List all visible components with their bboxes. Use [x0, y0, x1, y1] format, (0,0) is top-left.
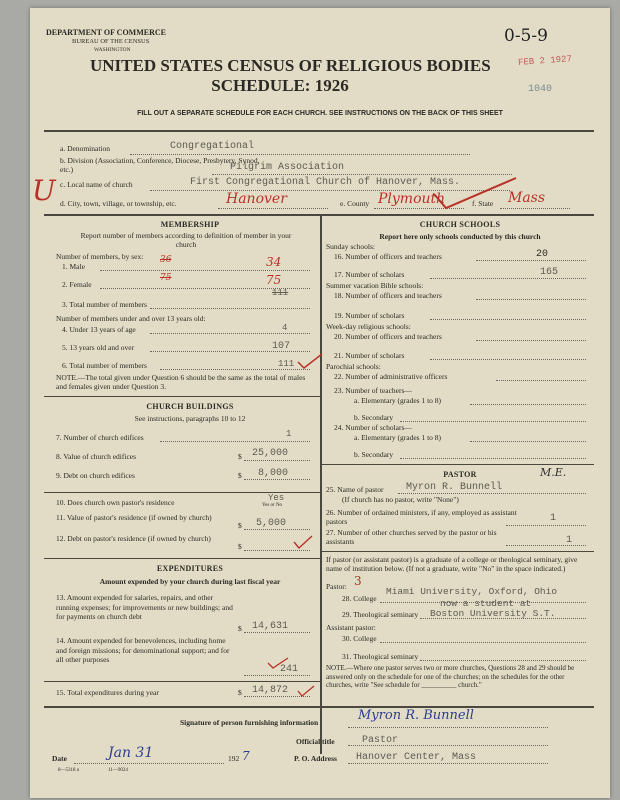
q24b-label: b. Secondary [354, 450, 394, 459]
q2-note: 75 [160, 273, 172, 283]
q5-label: 5. 13 years old and over [62, 343, 135, 352]
q16-label: 16. Number of officers and teachers [334, 252, 442, 261]
q8-line [244, 460, 310, 461]
q19-line [430, 319, 586, 320]
separate-schedule-instruction: FILL OUT A SEPARATE SCHEDULE FOR EACH CHURCH. SEE INSTRUCTIONS ON THE BACK OF THIS SHEET [137, 110, 503, 117]
q18-line [476, 299, 586, 300]
q12-label: 12. Debt on pastor's residence (if owned by church) [56, 534, 211, 543]
q28-label: 28. College [342, 594, 377, 603]
q16-line [476, 260, 586, 261]
signature-label: Signature of person furnishing information [180, 718, 319, 727]
q20-label: 20. Number of officers and teachers [334, 332, 442, 341]
q6-label: 6. Total number of members [62, 361, 147, 370]
graduate-note: If pastor (or assistant pastor) is a graduate of a college or theological seminary, give name of institution below. (If not a graduate, write "No" in the space indicated.) [326, 555, 578, 573]
q4-value: 4 [282, 323, 288, 333]
q30-label: 30. College [342, 634, 377, 643]
q6-value: 111 [278, 359, 295, 369]
q11-label: 11. Value of pastor's residence (if owned by church) [56, 513, 212, 522]
address-label: P. O. Address [294, 754, 337, 763]
state-value: Mass [508, 190, 546, 206]
sunday-label: Sunday schools: [326, 242, 375, 251]
q17-label: 17. Number of scholars [334, 270, 405, 279]
weekday-label: Week-day religious schools: [326, 322, 411, 331]
q12-line [244, 550, 310, 551]
q27-value: 1 [566, 535, 573, 546]
schools-title: CHURCH SCHOOLS [419, 220, 501, 229]
q22-line [496, 380, 586, 381]
q9-line [244, 479, 310, 480]
state-label: f. State [472, 199, 494, 208]
membership-intro: Report number of members according to definition of member in your church [80, 231, 292, 249]
assistant-subheading: Assistant pastor: [326, 623, 376, 632]
q15-value: 14,872 [252, 685, 289, 696]
q24a-label: a. Elementary (grades 1 to 8) [354, 433, 442, 442]
form-number: 8—5318 a [58, 768, 79, 773]
q13-label: 13. Amount expended for salaries, repairs, and other running expenses; for improvements or new buildings; and for payments on church debt [56, 593, 233, 621]
q10-label: 10. Does church own pastor's residence [56, 498, 175, 507]
q23a-label: a. Elementary (grades 1 to 8) [354, 396, 442, 405]
q19-label: 19. Number of scholars [334, 311, 405, 320]
q5-value: 107 [272, 341, 291, 352]
q23-label: 23. Number of teachers— [334, 386, 412, 395]
q25-label: 25. Name of pastor [326, 485, 384, 494]
official-title-label: Official title [296, 737, 335, 746]
q7-label: 7. Number of church edifices [56, 433, 144, 442]
q20-line [476, 340, 586, 341]
denomination-line [130, 154, 470, 155]
buildings-intro: See instructions, paragraphs 10 to 12 [134, 414, 246, 423]
official-title-value: Pastor [362, 735, 399, 746]
q26-line [506, 525, 586, 526]
summer-label: Summer vacation Bible schools: [326, 281, 424, 290]
q15-check-mark [296, 684, 316, 698]
q12-check-mark [292, 534, 314, 550]
q15-dollar: $ [238, 688, 242, 697]
q31-line [420, 660, 586, 661]
pastor-mark: 3 [354, 574, 362, 588]
city-label: d. City, town, village, or township, etc. [60, 199, 177, 208]
county-label: e. County [340, 199, 370, 208]
q14-check-mark [266, 656, 290, 670]
pastor-note-text: NOTE.—Where one pastor serves two or more churches, Questions 28 and 29 should be answered only on the schedule for one of the churches; on the schedules for the other churches, write "See schedule for __________ church." [326, 664, 575, 689]
q16-value: 20 [536, 249, 549, 260]
division-label: b. Division (Association, Conference, Diocese, Presbytery, Synod, etc.) [60, 156, 260, 174]
handwritten-code: 0-5-9 [504, 26, 548, 46]
signature-line [348, 727, 548, 728]
q28-value: Miami University, Oxford, Ohio [386, 586, 558, 597]
q27-line [506, 545, 586, 546]
address-line [348, 763, 548, 764]
year-value: 7 [242, 749, 250, 763]
q13-value: 14,631 [252, 621, 289, 632]
year-prefix: 192 [228, 754, 240, 763]
q13-line [244, 632, 310, 633]
buildings-title: CHURCH BUILDINGS [146, 402, 234, 411]
identity-rule [44, 214, 594, 216]
age-label: Number of members under and over 13 years old: [56, 314, 206, 323]
q8-dollar: $ [238, 452, 242, 461]
date-line [74, 763, 224, 764]
q29-label: 29. Theological seminary [342, 610, 419, 619]
q23b-label: b. Secondary [354, 413, 394, 422]
red-check-mark [430, 176, 520, 212]
date-value: Jan 31 [108, 745, 154, 761]
q13-dollar: $ [238, 624, 242, 633]
bureau-heading: BUREAU OF THE CENSUS [72, 38, 150, 45]
q1-value: 34 [266, 255, 282, 269]
form-title: UNITED STATES CENSUS OF RELIGIOUS BODIES [90, 56, 491, 75]
q21-label: 21. Number of scholars [334, 351, 405, 360]
q26-value: 1 [550, 513, 557, 524]
q1-line [100, 270, 310, 271]
city-value: Hanover [226, 191, 287, 207]
county-value: Plymouth [378, 191, 446, 207]
q25-hint: (If church has no pastor, write "None") [342, 495, 459, 504]
q6-check-mark [296, 352, 324, 370]
q23b-line [400, 421, 586, 422]
q25-line [398, 493, 586, 494]
city-line [218, 208, 328, 209]
expenditures-intro: Amount expended by your church during last fiscal year [99, 577, 281, 586]
q6-line [160, 369, 310, 370]
form-subtitle: SCHEDULE: 1926 [211, 76, 349, 95]
schools-intro: Report here only schools conducted by this church [379, 232, 541, 241]
denomination-label: a. Denomination [60, 144, 110, 153]
q10-hint: Yes or No [262, 503, 283, 508]
parochial-label: Parochial schools: [326, 362, 381, 371]
q14-label: 14. Amount expended for benevolences, including home and foreign missions; for denominational support; and for all other purposes [56, 636, 230, 664]
membership-title: MEMBERSHIP [160, 220, 220, 229]
pastor-note: M.E. [540, 466, 567, 479]
q25-value: Myron R. Bunnell [406, 482, 503, 493]
q8-value: 25,000 [252, 448, 289, 459]
q3-line [150, 308, 310, 309]
pastor-subheading: Pastor: [326, 582, 347, 591]
q12-dollar: $ [238, 542, 242, 551]
header-rule [44, 130, 594, 132]
q2-value: 75 [266, 273, 282, 287]
q22-label: 22. Number of administrative officers [334, 372, 448, 381]
q29-value: Boston University S.T. [430, 608, 556, 619]
q1-note: 36 [160, 255, 172, 265]
schedule-number-stamp: 1040 [528, 84, 553, 95]
buildings-rule [44, 396, 321, 397]
q2-label: 2. Female [62, 280, 92, 289]
print-number: 11—9024 [108, 768, 128, 773]
denomination-value: Congregational [170, 141, 255, 152]
q24a-line [470, 441, 586, 442]
q10-value: Yes [268, 493, 285, 503]
q27-label: 27. Number of other churches served by the pastor or his assistants [326, 528, 497, 546]
expenditures-midrule [44, 681, 321, 682]
q21-line [430, 359, 586, 360]
q31-label: 31. Theological seminary [342, 652, 419, 661]
q9-label: 9. Debt on church edifices [56, 471, 135, 480]
q3-value: 111 [272, 288, 289, 298]
q23a-line [470, 404, 586, 405]
q9-value: 8,000 [258, 468, 289, 479]
address-value: Hanover Center, Mass [356, 752, 477, 763]
local-name-label: c. Local name of church [60, 180, 133, 189]
expenditures-title: EXPENDITURES [156, 564, 224, 573]
q24b-line [400, 458, 586, 459]
q17-line [430, 278, 586, 279]
q3-label: 3. Total number of members [62, 300, 147, 309]
q1-label: 1. Male [62, 262, 85, 271]
census-schedule-sheet [30, 8, 610, 798]
q4-line [150, 333, 310, 334]
column-divider [320, 214, 322, 754]
department-heading: DEPARTMENT OF COMMERCE [46, 28, 167, 37]
q11-line [244, 529, 310, 530]
division-line [212, 174, 512, 175]
q30-line [380, 642, 586, 643]
by-sex-label: Number of members, by sex: [56, 252, 144, 261]
q11-value: 5,000 [256, 518, 287, 529]
membership-note: NOTE.—The total given under Question 6 should be the same as the total of males and females given under Question 3. [56, 373, 306, 391]
footer-rule [44, 706, 594, 708]
received-stamp: FEB 2 1927 [517, 54, 573, 68]
q17-value: 165 [540, 267, 559, 278]
date-label: Date [52, 754, 67, 763]
signature-value: Myron R. Bunnell [358, 708, 474, 723]
q7-line [160, 441, 310, 442]
q24-label: 24. Number of scholars— [334, 423, 412, 432]
local-name-value: First Congregational Church of Hanover, Mass. [190, 177, 461, 188]
division-value: Pilgrim Association [230, 162, 345, 173]
margin-mark: U [32, 174, 56, 207]
q11-dollar: $ [238, 521, 242, 530]
pastor-midrule [321, 551, 594, 552]
pastor-title: PASTOR [443, 470, 477, 479]
q14-line [244, 675, 310, 676]
q26-label: 26. Number of ordained ministers, if any, employed as assistant pastors [326, 508, 517, 526]
q18-label: 18. Number of officers and teachers [334, 291, 442, 300]
pastor-rule [321, 464, 594, 465]
q4-label: 4. Under 13 years of age [62, 325, 136, 334]
q15-label: 15. Total expenditures during year [56, 688, 159, 697]
q14-value: 241 [280, 664, 299, 675]
q8-label: 8. Value of church edifices [56, 452, 137, 461]
q7-value: 1 [286, 429, 292, 439]
city-heading: WASHINGTON [94, 47, 131, 53]
q9-dollar: $ [238, 471, 242, 480]
q28-value-continued: now a student at [440, 598, 532, 609]
expenditures-rule [44, 558, 321, 559]
